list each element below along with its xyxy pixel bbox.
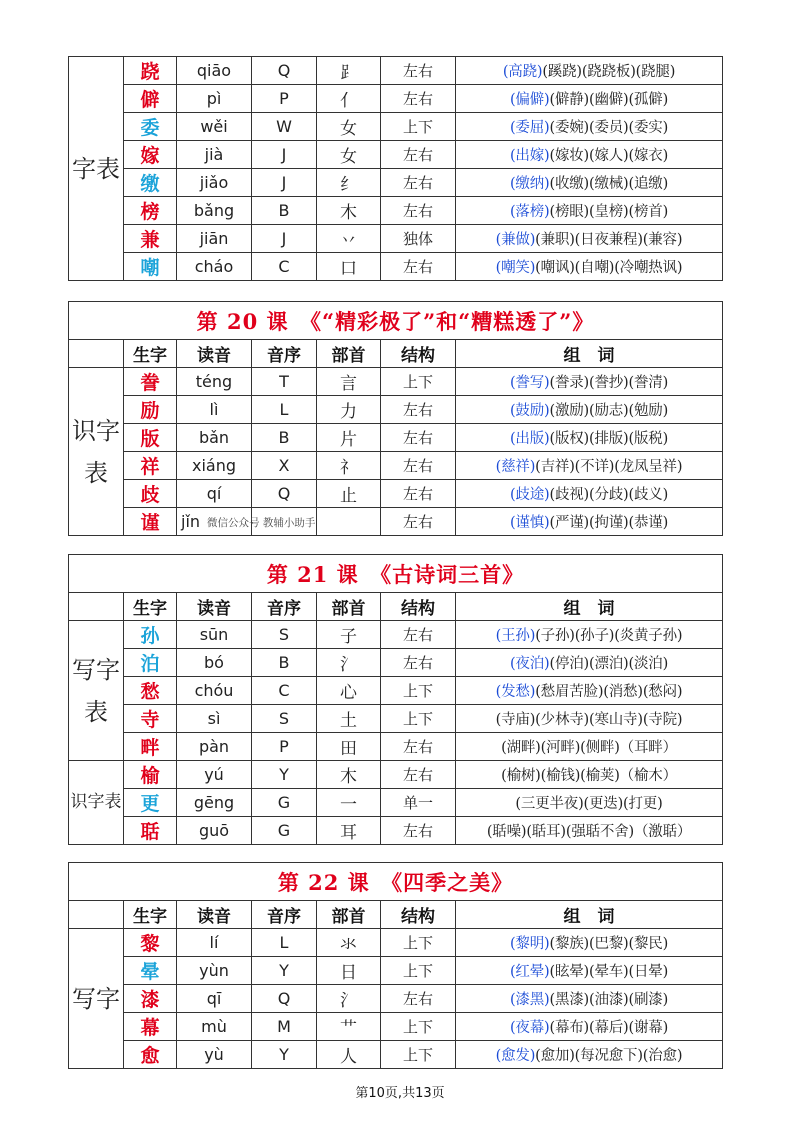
words-cell	[456, 197, 723, 225]
letter-cell: Q	[252, 985, 317, 1013]
char-cell: 榆	[124, 761, 177, 789]
structure-cell: 上下	[381, 929, 456, 957]
char-cell: 更	[124, 789, 177, 817]
char-table-4	[68, 862, 723, 1069]
radical-cell: 木	[317, 197, 381, 225]
char-row	[69, 733, 723, 761]
other-words: (三更半夜)(更迭)(打更)	[515, 796, 663, 812]
letter-cell: J	[252, 141, 317, 169]
char-row	[69, 817, 723, 845]
radical-cell: 艹	[317, 1013, 381, 1041]
structure-cell: 左右	[381, 169, 456, 197]
char-cell: 励	[124, 396, 177, 424]
lead-word: (夜幕)	[509, 1020, 550, 1036]
char-table-2	[68, 301, 723, 536]
other-words: (黑漆)(油漆)(刷漆)	[549, 992, 669, 1008]
char-row	[69, 705, 723, 733]
header-pinyin: 读音	[177, 901, 252, 929]
header-structure: 结构	[381, 593, 456, 621]
char-cell: 聒	[124, 817, 177, 845]
section-label: 写字表	[69, 621, 124, 761]
radical-cell: 亻	[317, 85, 381, 113]
letter-cell: L	[252, 929, 317, 957]
words-cell	[456, 113, 723, 141]
words-cell	[456, 817, 723, 845]
pinyin-cell: yùn	[177, 957, 252, 985]
structure-cell: 左右	[381, 253, 456, 281]
words-cell	[456, 789, 723, 817]
words-cell	[456, 733, 723, 761]
radical-cell: 礻	[317, 452, 381, 480]
structure-cell: 单一	[381, 789, 456, 817]
radical-cell: 日	[317, 957, 381, 985]
pinyin-cell: sūn	[177, 621, 252, 649]
lead-word: (委屈)	[509, 120, 550, 136]
char-row	[69, 480, 723, 508]
other-words: (激励)(励志)(勉励)	[549, 403, 669, 419]
lead-word: (嘲笑)	[495, 260, 536, 276]
words-cell	[456, 480, 723, 508]
words-cell	[456, 368, 723, 396]
section-label: 字表	[69, 57, 124, 281]
char-cell: 寺	[124, 705, 177, 733]
letter-cell: P	[252, 85, 317, 113]
words-cell	[456, 1013, 723, 1041]
lead-word: (慈祥)	[495, 459, 536, 475]
other-words: (委婉)(委员)(委实)	[549, 120, 669, 136]
block-4	[68, 862, 722, 1069]
pinyin-cell: pàn	[177, 733, 252, 761]
structure-cell: 左右	[381, 480, 456, 508]
structure-cell: 上下	[381, 705, 456, 733]
char-cell: 僻	[124, 85, 177, 113]
pinyin-cell: qī	[177, 985, 252, 1013]
structure-cell: 左右	[381, 649, 456, 677]
char-cell: 版	[124, 424, 177, 452]
pinyin-cell: chóu	[177, 677, 252, 705]
radical-cell: ⻊	[317, 57, 381, 85]
header-char: 生字	[124, 593, 177, 621]
letter-cell: Y	[252, 761, 317, 789]
pinyin-cell: pì	[177, 85, 252, 113]
structure-cell: 左右	[381, 985, 456, 1013]
words-cell	[456, 253, 723, 281]
char-row	[69, 424, 723, 452]
header-words: 组 词	[456, 901, 723, 929]
char-cell: 兼	[124, 225, 177, 253]
other-words: (湖畔)(河畔)(侧畔)（耳畔）	[501, 740, 677, 756]
char-row	[69, 169, 723, 197]
letter-cell: M	[252, 1013, 317, 1041]
letter-cell: S	[252, 705, 317, 733]
lead-word: (高跷)	[502, 64, 543, 80]
header-radical: 部首	[317, 340, 381, 368]
lead-word: (出嫁)	[509, 148, 550, 164]
structure-cell: 左右	[381, 452, 456, 480]
pinyin-cell: lí	[177, 929, 252, 957]
header-words: 组 词	[456, 593, 723, 621]
char-row	[69, 985, 723, 1013]
pinyin-cell: qí	[177, 480, 252, 508]
words-cell	[456, 957, 723, 985]
letter-cell: Y	[252, 957, 317, 985]
pinyin-cell: téng	[177, 368, 252, 396]
lesson-title: 第 21 课 《古诗词三首》	[69, 555, 723, 593]
char-table-1	[68, 56, 723, 281]
letter-cell: L	[252, 396, 317, 424]
char-cell: 愈	[124, 1041, 177, 1069]
lead-word: (发愁)	[495, 684, 536, 700]
lead-word: (漆黑)	[509, 992, 550, 1008]
pinyin-cell: yú	[177, 761, 252, 789]
radical-cell: 力	[317, 396, 381, 424]
char-cell: 泊	[124, 649, 177, 677]
words-cell	[456, 1041, 723, 1069]
words-cell	[456, 396, 723, 424]
header-letter: 音序	[252, 901, 317, 929]
page-footer: 第10页,共13页	[355, 1086, 445, 1101]
other-words: (嘲讽)(自嘲)(冷嘲热讽)	[535, 260, 683, 276]
letter-cell: G	[252, 817, 317, 845]
header-words: 组 词	[456, 340, 723, 368]
words-cell	[456, 705, 723, 733]
char-cell: 幕	[124, 1013, 177, 1041]
other-words: (幕布)(幕后)(谢幕)	[549, 1020, 669, 1036]
letter-cell: P	[252, 733, 317, 761]
char-row	[69, 761, 723, 789]
char-row	[69, 957, 723, 985]
char-cell: 愁	[124, 677, 177, 705]
radical-cell: 女	[317, 141, 381, 169]
char-row	[69, 621, 723, 649]
words-cell	[456, 141, 723, 169]
letter-cell: C	[252, 677, 317, 705]
words-cell	[456, 508, 723, 536]
letter-cell: B	[252, 424, 317, 452]
char-row	[69, 508, 723, 536]
header-pinyin: 读音	[177, 593, 252, 621]
radical-cell: 土	[317, 705, 381, 733]
pinyin-cell: yù	[177, 1041, 252, 1069]
pinyin-cell: bó	[177, 649, 252, 677]
char-cell: 跷	[124, 57, 177, 85]
lesson-title: 第 22 课 《四季之美》	[69, 863, 723, 901]
lead-word: (鼓励)	[509, 403, 550, 419]
lead-word: (偏僻)	[509, 92, 550, 108]
letter-cell: C	[252, 253, 317, 281]
other-words: (黎族)(巴黎)(黎民)	[549, 936, 669, 952]
pinyin-cell: jǐn 微信公众号 教辅小助手	[177, 508, 252, 536]
radical-cell: 一	[317, 789, 381, 817]
structure-cell: 左右	[381, 817, 456, 845]
header-blank	[69, 593, 124, 621]
char-cell: 畔	[124, 733, 177, 761]
char-row	[69, 1041, 723, 1069]
words-cell	[456, 621, 723, 649]
radical-cell: 氵	[317, 649, 381, 677]
char-cell: 漆	[124, 985, 177, 1013]
header-pinyin: 读音	[177, 340, 252, 368]
other-words: (聒噪)(聒耳)(强聒不舍)（激聒）	[486, 824, 692, 840]
header-structure: 结构	[381, 901, 456, 929]
char-row	[69, 141, 723, 169]
structure-cell: 上下	[381, 957, 456, 985]
other-words: (僻静)(幽僻)(孤僻)	[549, 92, 669, 108]
char-cell: 嫁	[124, 141, 177, 169]
char-cell: 榜	[124, 197, 177, 225]
char-row	[69, 789, 723, 817]
letter-cell: W	[252, 113, 317, 141]
char-cell: 黎	[124, 929, 177, 957]
structure-cell: 左右	[381, 197, 456, 225]
structure-cell: 左右	[381, 621, 456, 649]
pinyin-cell: guō	[177, 817, 252, 845]
section-label: 写字	[69, 929, 124, 1069]
radical-cell: 子	[317, 621, 381, 649]
letter-cell: B	[252, 197, 317, 225]
lead-word: (红晕)	[509, 964, 550, 980]
pinyin-cell: bǎn	[177, 424, 252, 452]
char-cell: 誊	[124, 368, 177, 396]
structure-cell: 左右	[381, 761, 456, 789]
structure-cell: 左右	[381, 57, 456, 85]
letter-cell: J	[252, 225, 317, 253]
letter-cell: Q	[252, 57, 317, 85]
pinyin-cell: sì	[177, 705, 252, 733]
lead-word: (黎明)	[509, 936, 550, 952]
radical-cell: 止	[317, 480, 381, 508]
words-cell	[456, 85, 723, 113]
radical-cell: 女	[317, 113, 381, 141]
radical-cell: 心	[317, 677, 381, 705]
block-1	[68, 56, 722, 281]
other-words: (停泊)(漂泊)(淡泊)	[549, 656, 669, 672]
char-row	[69, 368, 723, 396]
pinyin-cell: jiān	[177, 225, 252, 253]
other-words: (愈加)(每况愈下)(治愈)	[535, 1048, 683, 1064]
structure-cell: 上下	[381, 368, 456, 396]
pinyin-cell: bǎng	[177, 197, 252, 225]
char-cell: 谨	[124, 508, 177, 536]
header-blank	[69, 340, 124, 368]
char-row	[69, 452, 723, 480]
words-cell	[456, 929, 723, 957]
char-cell: 委	[124, 113, 177, 141]
letter-cell: B	[252, 649, 317, 677]
radical-cell: 氵	[317, 985, 381, 1013]
other-words: (眩晕)(晕车)(日晕)	[549, 964, 669, 980]
letter-cell: J	[252, 169, 317, 197]
radical-cell: 田	[317, 733, 381, 761]
structure-cell: 上下	[381, 1041, 456, 1069]
letter-cell: S	[252, 621, 317, 649]
char-row	[69, 253, 723, 281]
lead-word: (缴纳)	[509, 176, 550, 192]
lead-word: (歧途)	[509, 487, 550, 503]
block-2	[68, 301, 722, 536]
char-cell: 晕	[124, 957, 177, 985]
other-words: (兼职)(日夜兼程)(兼容)	[535, 232, 683, 248]
words-cell	[456, 677, 723, 705]
pinyin-cell: jià	[177, 141, 252, 169]
radical-cell: 口	[317, 253, 381, 281]
char-row	[69, 649, 723, 677]
lead-word: (谨慎)	[509, 515, 550, 531]
char-row	[69, 85, 723, 113]
section-label: 识字表	[69, 368, 124, 536]
other-words: (版权)(排版)(版税)	[549, 431, 669, 447]
words-cell	[456, 57, 723, 85]
structure-cell: 上下	[381, 1013, 456, 1041]
lead-word: (誊写)	[509, 375, 550, 391]
lesson-title: 第 20 课 《“精彩极了”和“糟糕透了”》	[69, 302, 723, 340]
char-row	[69, 396, 723, 424]
letter-cell: Y	[252, 1041, 317, 1069]
other-words: (誊录)(誊抄)(誊清)	[549, 375, 669, 391]
lead-word: (王孙)	[495, 628, 536, 644]
char-table-3	[68, 554, 723, 845]
words-cell	[456, 761, 723, 789]
char-cell: 孙	[124, 621, 177, 649]
other-words: (寺庙)(少林寺)(寒山寺)(寺院)	[495, 712, 683, 728]
structure-cell: 上下	[381, 677, 456, 705]
pinyin-cell: jiǎo	[177, 169, 252, 197]
pinyin-cell: wěi	[177, 113, 252, 141]
other-words: (歧视)(分歧)(歧义)	[549, 487, 669, 503]
char-row	[69, 929, 723, 957]
header-blank	[69, 901, 124, 929]
pinyin-cell: lì	[177, 396, 252, 424]
other-words: (蹊跷)(跷跷板)(跷腿)	[542, 64, 676, 80]
char-row	[69, 677, 723, 705]
header-radical: 部首	[317, 593, 381, 621]
radical-cell: 言	[317, 368, 381, 396]
radical-cell: 片	[317, 424, 381, 452]
header-char: 生字	[124, 901, 177, 929]
structure-cell: 独体	[381, 225, 456, 253]
letter-cell: T	[252, 368, 317, 396]
char-row	[69, 197, 723, 225]
other-words: (收缴)(缴械)(追缴)	[549, 176, 669, 192]
radical-cell: 木	[317, 761, 381, 789]
lead-word: (兼做)	[495, 232, 536, 248]
pinyin-cell: gēng	[177, 789, 252, 817]
lead-word: (落榜)	[509, 204, 550, 220]
words-cell	[456, 452, 723, 480]
char-cell: 缴	[124, 169, 177, 197]
char-cell: 嘲	[124, 253, 177, 281]
other-words: (严谨)(拘谨)(恭谨)	[549, 515, 669, 531]
pinyin-cell: mù	[177, 1013, 252, 1041]
other-words: (榆树)(榆钱)(榆荚)（榆木）	[501, 768, 677, 784]
radical-cell: 人	[317, 1041, 381, 1069]
structure-cell: 左右	[381, 396, 456, 424]
header-letter: 音序	[252, 593, 317, 621]
radical-cell: 纟	[317, 169, 381, 197]
other-words: (子孙)(孙子)(炎黄子孙)	[535, 628, 683, 644]
lead-word: (愈发)	[495, 1048, 536, 1064]
pinyin-cell: xiáng	[177, 452, 252, 480]
structure-cell: 左右	[381, 508, 456, 536]
other-words: (榜眼)(皇榜)(榜首)	[549, 204, 669, 220]
watermark: 微信公众号 教辅小助手	[207, 517, 316, 529]
radical-cell: 氺	[317, 929, 381, 957]
other-words: (吉祥)(不详)(龙凤呈祥)	[535, 459, 683, 475]
radical-cell: 耳	[317, 817, 381, 845]
header-char: 生字	[124, 340, 177, 368]
radical-cell: 丷	[317, 225, 381, 253]
char-row	[69, 113, 723, 141]
letter-cell: Q	[252, 480, 317, 508]
char-row	[69, 57, 723, 85]
pinyin-cell: qiāo	[177, 57, 252, 85]
block-3	[68, 554, 722, 845]
words-cell	[456, 169, 723, 197]
structure-cell: 左右	[381, 85, 456, 113]
structure-cell: 上下	[381, 113, 456, 141]
char-cell: 祥	[124, 452, 177, 480]
structure-cell: 左右	[381, 733, 456, 761]
other-words: (愁眉苦脸)(消愁)(愁闷)	[535, 684, 683, 700]
char-row	[69, 1013, 723, 1041]
words-cell	[456, 649, 723, 677]
other-words: (嫁妆)(嫁人)(嫁衣)	[549, 148, 669, 164]
words-cell	[456, 985, 723, 1013]
lead-word: (夜泊)	[509, 656, 550, 672]
pinyin-cell: cháo	[177, 253, 252, 281]
letter-cell: G	[252, 789, 317, 817]
structure-cell: 左右	[381, 424, 456, 452]
header-structure: 结构	[381, 340, 456, 368]
words-cell	[456, 225, 723, 253]
letter-cell: X	[252, 452, 317, 480]
header-radical: 部首	[317, 901, 381, 929]
header-letter: 音序	[252, 340, 317, 368]
structure-cell: 左右	[381, 141, 456, 169]
words-cell	[456, 424, 723, 452]
radical-cell	[317, 508, 381, 536]
section-label: 识字表	[69, 761, 124, 845]
char-row	[69, 225, 723, 253]
lead-word: (出版)	[509, 431, 550, 447]
char-cell: 歧	[124, 480, 177, 508]
